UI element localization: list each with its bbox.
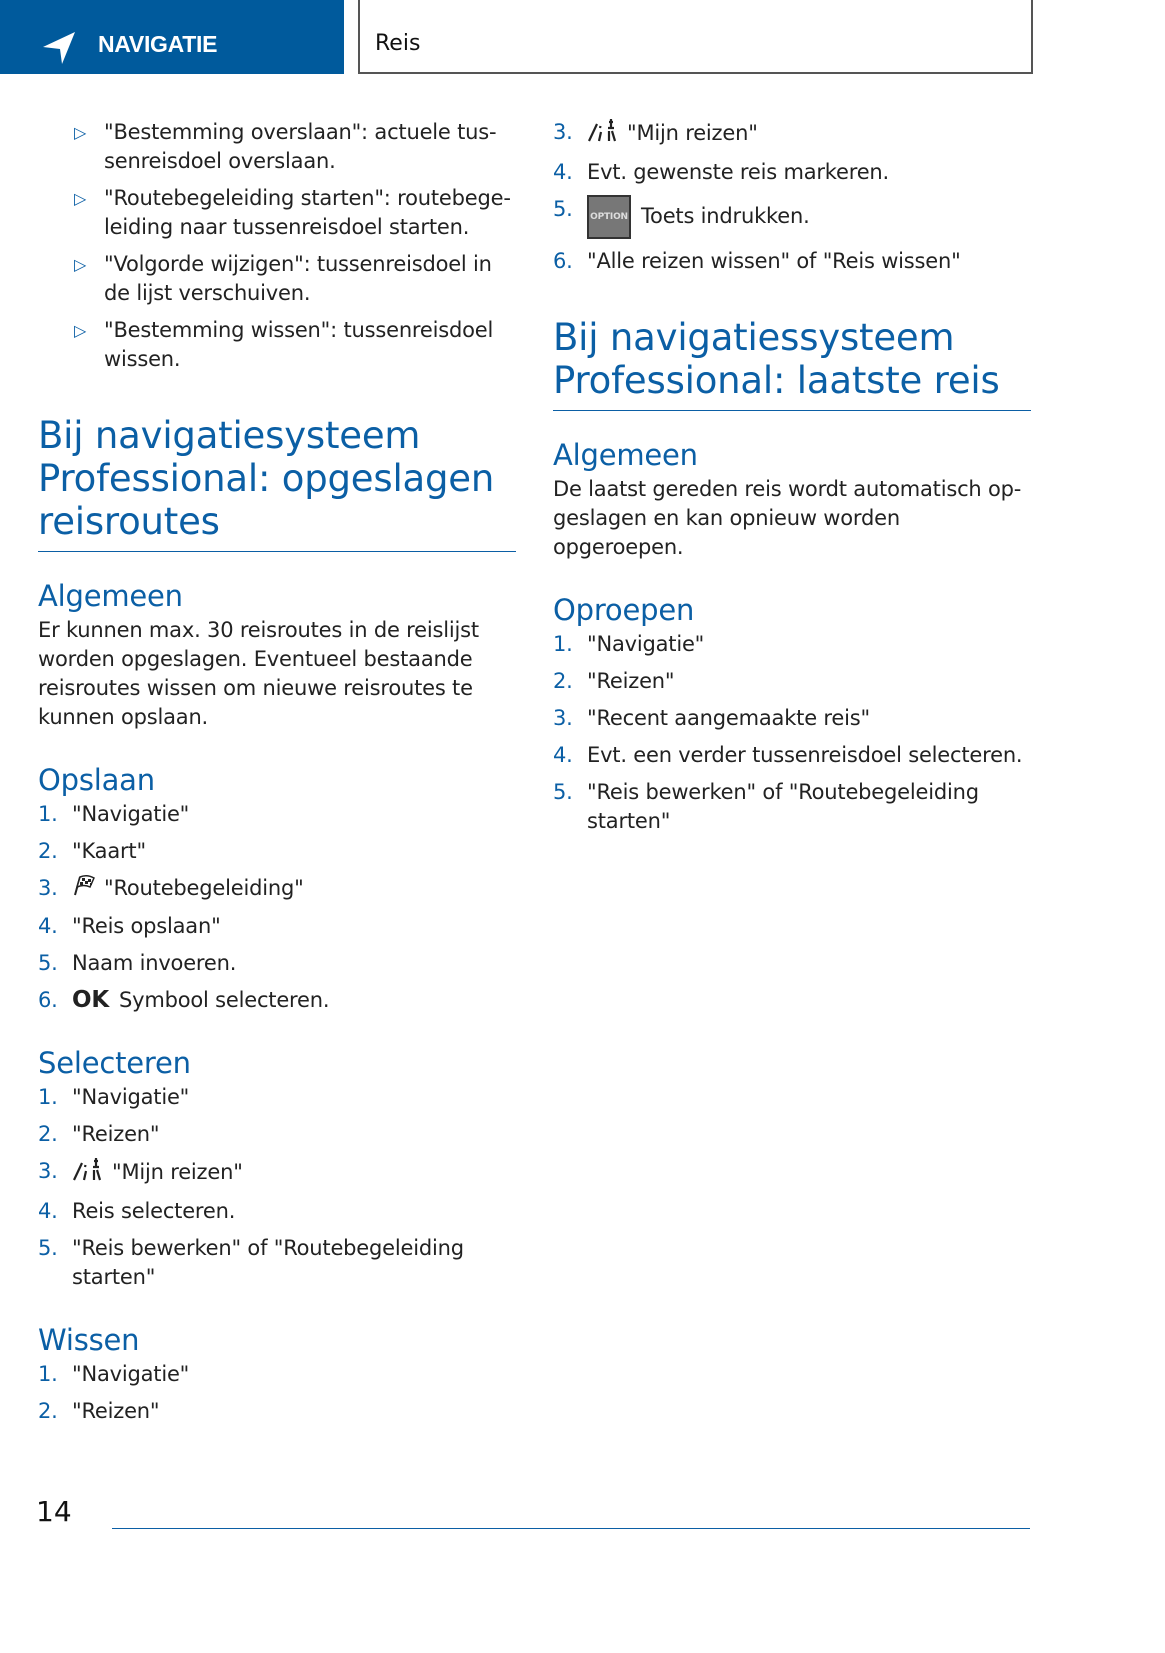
list-item <box>38 986 516 1015</box>
left-column <box>38 118 516 1434</box>
step-number: 6. <box>38 988 58 1012</box>
step-text: "Navigatie" <box>72 802 190 826</box>
step-number: 5. <box>553 197 573 221</box>
list-item <box>553 667 1031 696</box>
list-item <box>553 195 1031 239</box>
triangle-bullet-icon: ▷ <box>74 189 87 208</box>
bullet-text: "Volgorde wijzigen": tussenreisdoel in de lijst verschuiven. <box>104 252 492 305</box>
step-number: 2. <box>38 1399 58 1423</box>
list-item <box>38 837 516 866</box>
step-text: "Routebegeleiding" <box>104 876 304 900</box>
list-item <box>553 741 1031 770</box>
step-text: "Mijn reizen" <box>627 121 758 145</box>
list-item <box>38 1157 516 1189</box>
list-item <box>38 912 516 941</box>
subheading: Wissen <box>38 1323 140 1357</box>
step-text: Evt. een verder tussenreisdoel selecteren. <box>587 743 1023 767</box>
section-heading: Bij navigatiessysteem Professional: laatste reis <box>553 316 1031 411</box>
navigation-arrow-icon <box>42 31 76 65</box>
page-number: 14 <box>36 1495 72 1528</box>
list-item <box>553 247 1031 276</box>
bullet-item <box>38 184 516 242</box>
step-number: 3. <box>38 1159 58 1183</box>
subheading: Selecteren <box>38 1046 191 1080</box>
bullet-item <box>38 250 516 308</box>
list-item <box>553 630 1031 659</box>
triangle-bullet-icon: ▷ <box>74 321 87 340</box>
list-item <box>38 949 516 978</box>
step-number: 4. <box>38 914 58 938</box>
list-item <box>38 1197 516 1226</box>
section-header <box>358 0 1033 74</box>
list-item <box>553 704 1031 733</box>
list-item <box>38 1397 516 1426</box>
section-heading: Bij navigatiesysteem Professional: opgeslagen reisroutes <box>38 414 516 552</box>
step-number: 1. <box>38 1362 58 1386</box>
step-number: 5. <box>553 780 573 804</box>
ok-symbol: OK <box>72 987 109 1013</box>
step-text: Symbool selecteren. <box>118 988 330 1012</box>
my-trips-icon <box>72 1157 104 1189</box>
bullet-text: "Bestemming overslaan": actuele tus-senreisdoel overslaan. <box>104 120 497 173</box>
list-item <box>38 1083 516 1112</box>
triangle-bullet-icon: ▷ <box>74 123 87 142</box>
step-number: 4. <box>553 160 573 184</box>
bullet-text: "Routebegeleiding starten": routebege-leiding naar tussenreisdoel starten. <box>104 186 511 239</box>
list-item <box>38 1360 516 1389</box>
section-title: Reis <box>375 31 421 56</box>
step-text: "Reis bewerken" of "Routebegeleiding starten" <box>587 780 979 833</box>
step-number: 1. <box>38 802 58 826</box>
subheading: Algemeen <box>553 438 698 472</box>
list-item <box>553 778 1031 836</box>
subheading: Opslaan <box>38 763 155 797</box>
step-text: "Reizen" <box>72 1122 160 1146</box>
list-item <box>38 1234 516 1292</box>
subheading: Oproepen <box>553 593 695 627</box>
step-text: "Navigatie" <box>72 1085 190 1109</box>
list-item <box>38 800 516 829</box>
my-trips-icon <box>587 118 619 150</box>
step-number: 3. <box>553 706 573 730</box>
step-text: "Reis opslaan" <box>72 914 221 938</box>
step-number: 3. <box>38 876 58 900</box>
subheading: Algemeen <box>38 579 183 613</box>
bullet-item <box>38 118 516 176</box>
step-text: "Reizen" <box>587 669 675 693</box>
bullet-item <box>38 316 516 374</box>
step-text: Toets indrukken. <box>641 204 810 228</box>
step-text: Naam invoeren. <box>72 951 237 975</box>
step-number: 1. <box>553 632 573 656</box>
step-number: 4. <box>553 743 573 767</box>
step-text: Reis selecteren. <box>72 1199 236 1223</box>
chapter-header <box>0 0 344 74</box>
step-number: 6. <box>553 249 573 273</box>
right-column <box>553 118 1031 844</box>
step-text: "Reizen" <box>72 1399 160 1423</box>
step-text: "Navigatie" <box>587 632 705 656</box>
list-item <box>38 874 516 904</box>
step-number: 2. <box>553 669 573 693</box>
step-number: 1. <box>38 1085 58 1109</box>
footer-rule <box>112 1528 1030 1529</box>
step-text: "Mijn reizen" <box>112 1160 243 1184</box>
list-item <box>553 158 1031 187</box>
step-text: "Recent aangemaakte reis" <box>587 706 870 730</box>
paragraph: De laatst gereden reis wordt automatisch op-geslagen en kan opnieuw worden opgeroepen. <box>553 477 1022 559</box>
step-number: 3. <box>553 120 573 144</box>
option-button-icon: OPTION <box>587 195 631 239</box>
step-number: 4. <box>38 1199 58 1223</box>
step-text: "Kaart" <box>72 839 146 863</box>
triangle-bullet-icon: ▷ <box>74 255 87 274</box>
list-item <box>553 118 1031 150</box>
step-text: "Navigatie" <box>72 1362 190 1386</box>
paragraph: Er kunnen max. 30 reisroutes in de reislijst worden opgeslagen. Eventueel bestaande reisroutes wissen om nieuwe reisroutes te kunnen opslaan. <box>38 618 479 729</box>
step-number: 2. <box>38 839 58 863</box>
step-number: 5. <box>38 951 58 975</box>
step-text: "Alle reizen wissen" of "Reis wissen" <box>587 249 961 273</box>
step-text: "Reis bewerken" of "Routebegeleiding starten" <box>72 1236 464 1289</box>
chapter-title: NAVIGATIE <box>98 31 218 57</box>
checkered-flag-icon <box>72 874 96 904</box>
bullet-text: "Bestemming wissen": tussenreisdoel wissen. <box>104 318 494 371</box>
step-number: 2. <box>38 1122 58 1146</box>
step-text: Evt. gewenste reis markeren. <box>587 160 890 184</box>
step-number: 5. <box>38 1236 58 1260</box>
list-item <box>38 1120 516 1149</box>
